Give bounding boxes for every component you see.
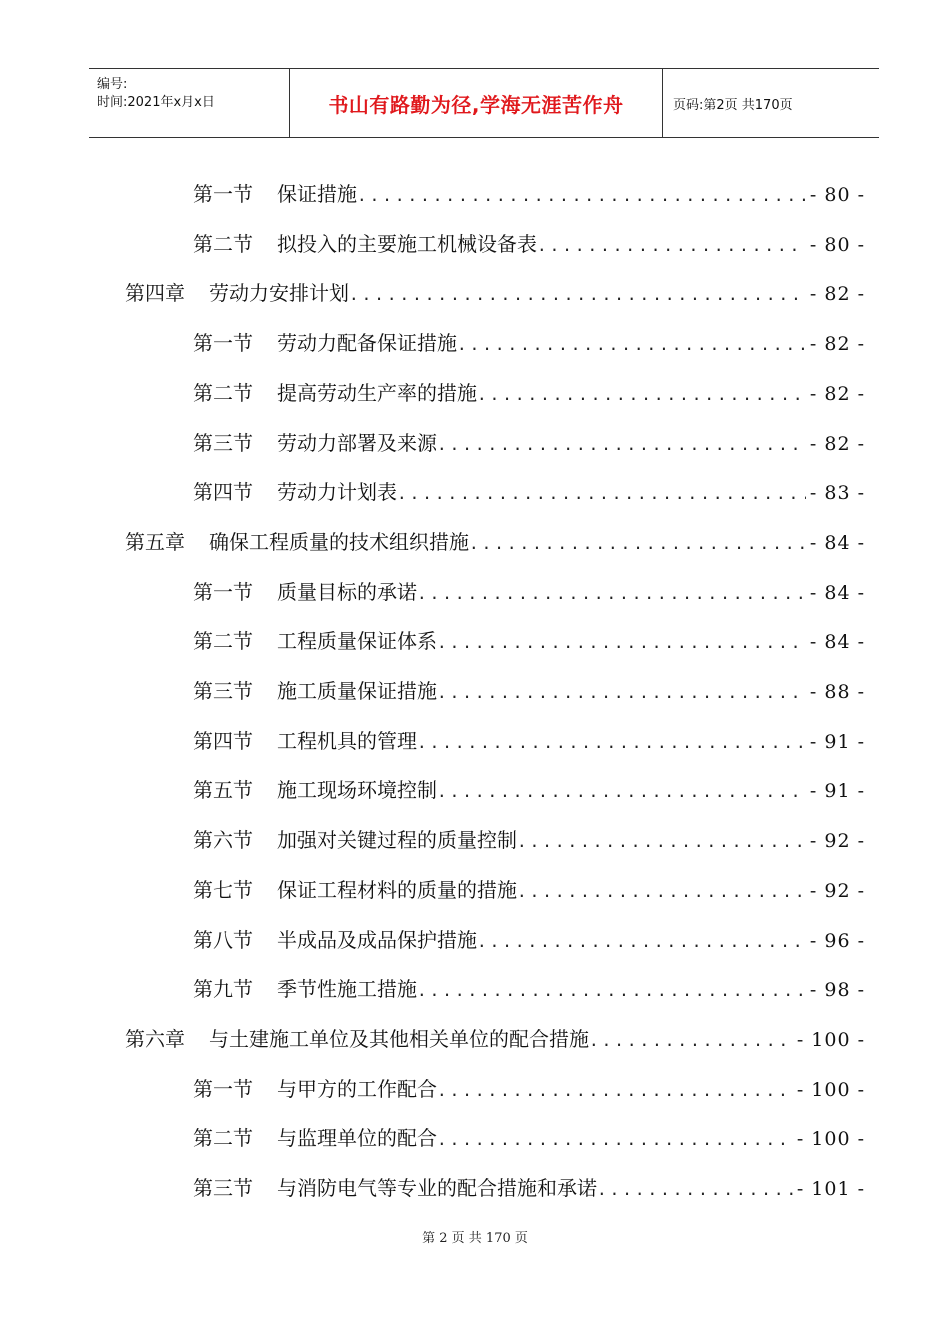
toc-chapter-entry [125, 526, 865, 556]
page-header [89, 68, 879, 138]
toc-section-entry [193, 874, 865, 904]
toc-dot-leader [437, 782, 806, 801]
toc-entry-page: - 82 - [809, 333, 865, 355]
toc-entry-page: - 82 - [809, 283, 865, 305]
toc-entry-title: 与甲方的工作配合 [277, 1077, 437, 1101]
toc-entry-page: - 101 - [796, 1178, 865, 1200]
toc-entry-number: 第一节 [193, 331, 253, 355]
toc-entry-page: - 91 - [809, 780, 865, 802]
toc-dot-leader [357, 186, 806, 205]
toc-entry-title: 拟投入的主要施工机械设备表 [277, 232, 537, 256]
toc-entry-number: 第二节 [193, 381, 253, 405]
toc-entry-page: - 88 - [809, 681, 865, 703]
toc-section-entry [193, 178, 865, 208]
toc-section-entry [193, 1073, 865, 1103]
toc-entry-number: 第三节 [193, 679, 253, 703]
toc-dot-leader [517, 832, 806, 851]
toc-entry-title: 与监理单位的配合 [277, 1126, 437, 1150]
toc-entry-number: 第七节 [193, 878, 253, 902]
toc-entry-page: - 83 - [809, 482, 865, 504]
toc-entry-number: 第九节 [193, 977, 253, 1001]
toc-section-entry [193, 924, 865, 954]
toc-entry-title: 施工质量保证措施 [277, 679, 437, 703]
toc-entry-number: 第三节 [193, 431, 253, 455]
toc-entry-title: 劳动力配备保证措施 [277, 331, 457, 355]
toc-dot-leader [477, 385, 806, 404]
toc-entry-title: 加强对关键过程的质量控制 [277, 828, 517, 852]
toc-dot-leader [397, 484, 806, 503]
toc-entry-page: - 100 - [796, 1128, 865, 1150]
toc-dot-leader [437, 683, 806, 702]
toc-entry-number: 第四章 [125, 281, 185, 305]
toc-entry-title: 保证工程材料的质量的措施 [277, 878, 517, 902]
toc-entry-title: 半成品及成品保护措施 [277, 928, 477, 952]
toc-section-entry [193, 774, 865, 804]
toc-section-entry [193, 625, 865, 655]
page-footer: 第 2 页 共 170 页 [422, 1231, 528, 1246]
toc-entry-number: 第八节 [193, 928, 253, 952]
toc-entry-page: - 92 - [809, 830, 865, 852]
toc-entry-number: 第三节 [193, 1176, 253, 1200]
toc-dot-leader [597, 1180, 793, 1199]
toc-entry-title: 工程机具的管理 [277, 729, 417, 753]
toc-section-entry [193, 675, 865, 705]
toc-entry-title: 劳动力计划表 [277, 480, 397, 504]
toc-section-entry [193, 973, 865, 1003]
toc-section-entry [193, 576, 865, 606]
header-meta [89, 69, 290, 137]
time-label: 时间:2021年x月x日 [97, 95, 215, 110]
toc-dot-leader [437, 1130, 793, 1149]
toc-entry-number: 第一节 [193, 182, 253, 206]
toc-section-entry [193, 824, 865, 854]
toc-entry-number: 第六章 [125, 1027, 185, 1051]
toc-entry-page: - 98 - [809, 979, 865, 1001]
toc-entry-number: 第二节 [193, 232, 253, 256]
toc-entry-page: - 92 - [809, 880, 865, 902]
toc-entry-page: - 96 - [809, 930, 865, 952]
page-info-text: 页码:第2页 共170页 [673, 97, 793, 113]
toc-entry-number: 第二节 [193, 629, 253, 653]
header-motto [290, 69, 663, 137]
toc-dot-leader [469, 534, 806, 553]
toc-dot-leader [417, 981, 806, 1000]
motto-text: 书山有路勤为径,学海无涯苦作舟 [328, 92, 624, 117]
toc-entry-number: 第二节 [193, 1126, 253, 1150]
toc-entry-number: 第五节 [193, 778, 253, 802]
toc-entry-title: 劳动力部署及来源 [277, 431, 437, 455]
toc-entry-page: - 84 - [809, 582, 865, 604]
toc-entry-title: 施工现场环境控制 [277, 778, 437, 802]
toc-dot-leader [437, 1081, 793, 1100]
toc-entry-title: 质量目标的承诺 [277, 580, 417, 604]
toc-chapter-entry [125, 1023, 865, 1053]
toc-section-entry [193, 725, 865, 755]
toc-entry-page: - 82 - [809, 383, 865, 405]
toc-dot-leader [417, 584, 806, 603]
toc-entry-title: 保证措施 [277, 182, 357, 206]
toc-dot-leader [349, 285, 806, 304]
toc-entry-number: 第六节 [193, 828, 253, 852]
toc-dot-leader [457, 335, 806, 354]
toc-entry-page: - 100 - [796, 1029, 865, 1051]
toc-entry-title: 提高劳动生产率的措施 [277, 381, 477, 405]
toc-dot-leader [477, 932, 806, 951]
toc-section-entry [193, 427, 865, 457]
toc-entry-title: 劳动力安排计划 [209, 281, 349, 305]
header-page-info [663, 69, 879, 137]
number-label: 编号: [97, 77, 128, 92]
toc-section-entry [193, 228, 865, 258]
toc-entry-page: - 82 - [809, 433, 865, 455]
toc-dot-leader [437, 633, 806, 652]
toc-entry-number: 第五章 [125, 530, 185, 554]
toc-dot-leader [589, 1031, 793, 1050]
toc-entry-number: 第一节 [193, 580, 253, 604]
toc-entry-page: - 80 - [809, 234, 865, 256]
toc-section-entry [193, 476, 865, 506]
toc-entry-title: 与消防电气等专业的配合措施和承诺 [277, 1176, 597, 1200]
toc-dot-leader [517, 882, 806, 901]
toc-section-entry [193, 1172, 865, 1202]
toc-entry-page: - 80 - [809, 184, 865, 206]
toc-section-entry [193, 1122, 865, 1152]
toc-entry-title: 工程质量保证体系 [277, 629, 437, 653]
toc-dot-leader [537, 236, 806, 255]
toc-entry-page: - 84 - [809, 631, 865, 653]
toc-entry-page: - 100 - [796, 1079, 865, 1101]
toc-entry-page: - 91 - [809, 731, 865, 753]
toc-dot-leader [437, 435, 806, 454]
toc-section-entry [193, 327, 865, 357]
toc-entry-number: 第四节 [193, 480, 253, 504]
toc-entry-title: 与土建施工单位及其他相关单位的配合措施 [209, 1027, 589, 1051]
toc-entry-title: 确保工程质量的技术组织措施 [209, 530, 469, 554]
toc-dot-leader [417, 733, 806, 752]
toc-entry-number: 第一节 [193, 1077, 253, 1101]
toc-entry-number: 第四节 [193, 729, 253, 753]
toc-entry-page: - 84 - [809, 532, 865, 554]
toc-chapter-entry [125, 277, 865, 307]
toc-section-entry [193, 377, 865, 407]
toc-entry-title: 季节性施工措施 [277, 977, 417, 1001]
